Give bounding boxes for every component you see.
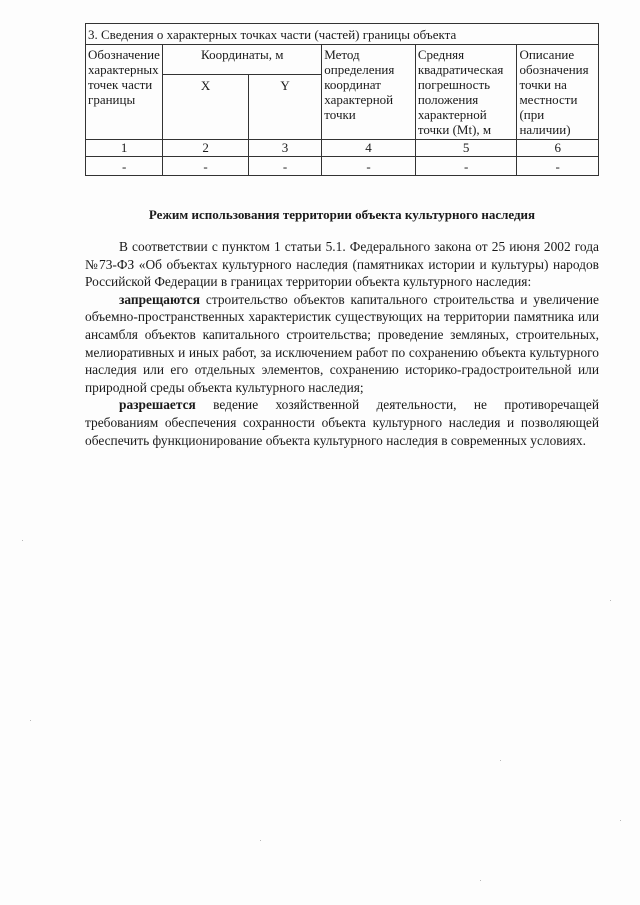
header-description: Описание обозначения точки на местности (при наличии) [517, 45, 599, 140]
table-cell: - [517, 157, 599, 176]
allowed-text: ведение хозяйственной деятельности, не противоречащей требованиям обеспечения сохранности объекта культурного наследия и позволяющей обеспечить функционирование объекта культурного наследия в современных условиях. [85, 397, 599, 448]
scan-speck [500, 760, 501, 761]
scan-speck [620, 820, 621, 821]
allowed-label: разрешается [119, 397, 196, 413]
prohibited-text: строительство объектов капитального строительства и увеличение объемно-пространственных характеристик существующих на территории памятника или ансамбля объектов капитального строительства; проведение земляных, строительных, мелиоративных и иных работ, за исключением работ по сохранению объекта культурного наследия или его отдельных элементов, сохранению историко-градостроительной или природной среды объекта культурного наследия; [85, 291, 599, 395]
section-heading: Режим использования территории объекта культурного наследия [148, 207, 536, 222]
prohibited-label: запрещаются [119, 291, 200, 307]
scan-speck [260, 840, 261, 841]
table-cell: - [248, 157, 321, 176]
header-y: Y [248, 75, 321, 140]
table-title: 3. Сведения о характерных точках части (частей) границы объекта [86, 24, 599, 45]
table-cell: - [415, 157, 517, 176]
table-cell: - [86, 157, 163, 176]
table-row-numbers [86, 140, 599, 157]
column-number: 2 [163, 140, 249, 157]
scan-speck [480, 880, 481, 881]
header-point-designation: Обозначение характерных точек части границы [86, 45, 163, 140]
header-error: Средняя квадратическая погрешность положения характерной точки (Mt), м [415, 45, 517, 140]
column-number: 3 [248, 140, 321, 157]
scan-speck [22, 540, 23, 541]
header-method: Метод определения координат характерной точки [322, 45, 416, 140]
column-number: 1 [86, 140, 163, 157]
column-number: 5 [415, 140, 517, 157]
scan-speck [30, 720, 31, 721]
table-cell: - [163, 157, 249, 176]
column-number: 6 [517, 140, 599, 157]
boundary-points-table [85, 23, 599, 176]
column-number: 4 [322, 140, 416, 157]
prohibited-paragraph [85, 291, 599, 397]
scan-speck [610, 600, 611, 601]
table-cell: - [322, 157, 416, 176]
intro-paragraph: В соответствии с пунктом 1 статьи 5.1. Федерального закона от 25 июня 2002 года №73-ФЗ «Об объектах культурного наследия (памятниках истории и культуры) народов Российской Федерации в границах территории объекта культурного наследия: [85, 239, 599, 290]
section-body [85, 238, 599, 449]
table-row [86, 157, 599, 176]
allowed-paragraph [85, 396, 599, 449]
header-x: X [163, 75, 249, 140]
header-coordinates: Координаты, м [163, 45, 322, 75]
